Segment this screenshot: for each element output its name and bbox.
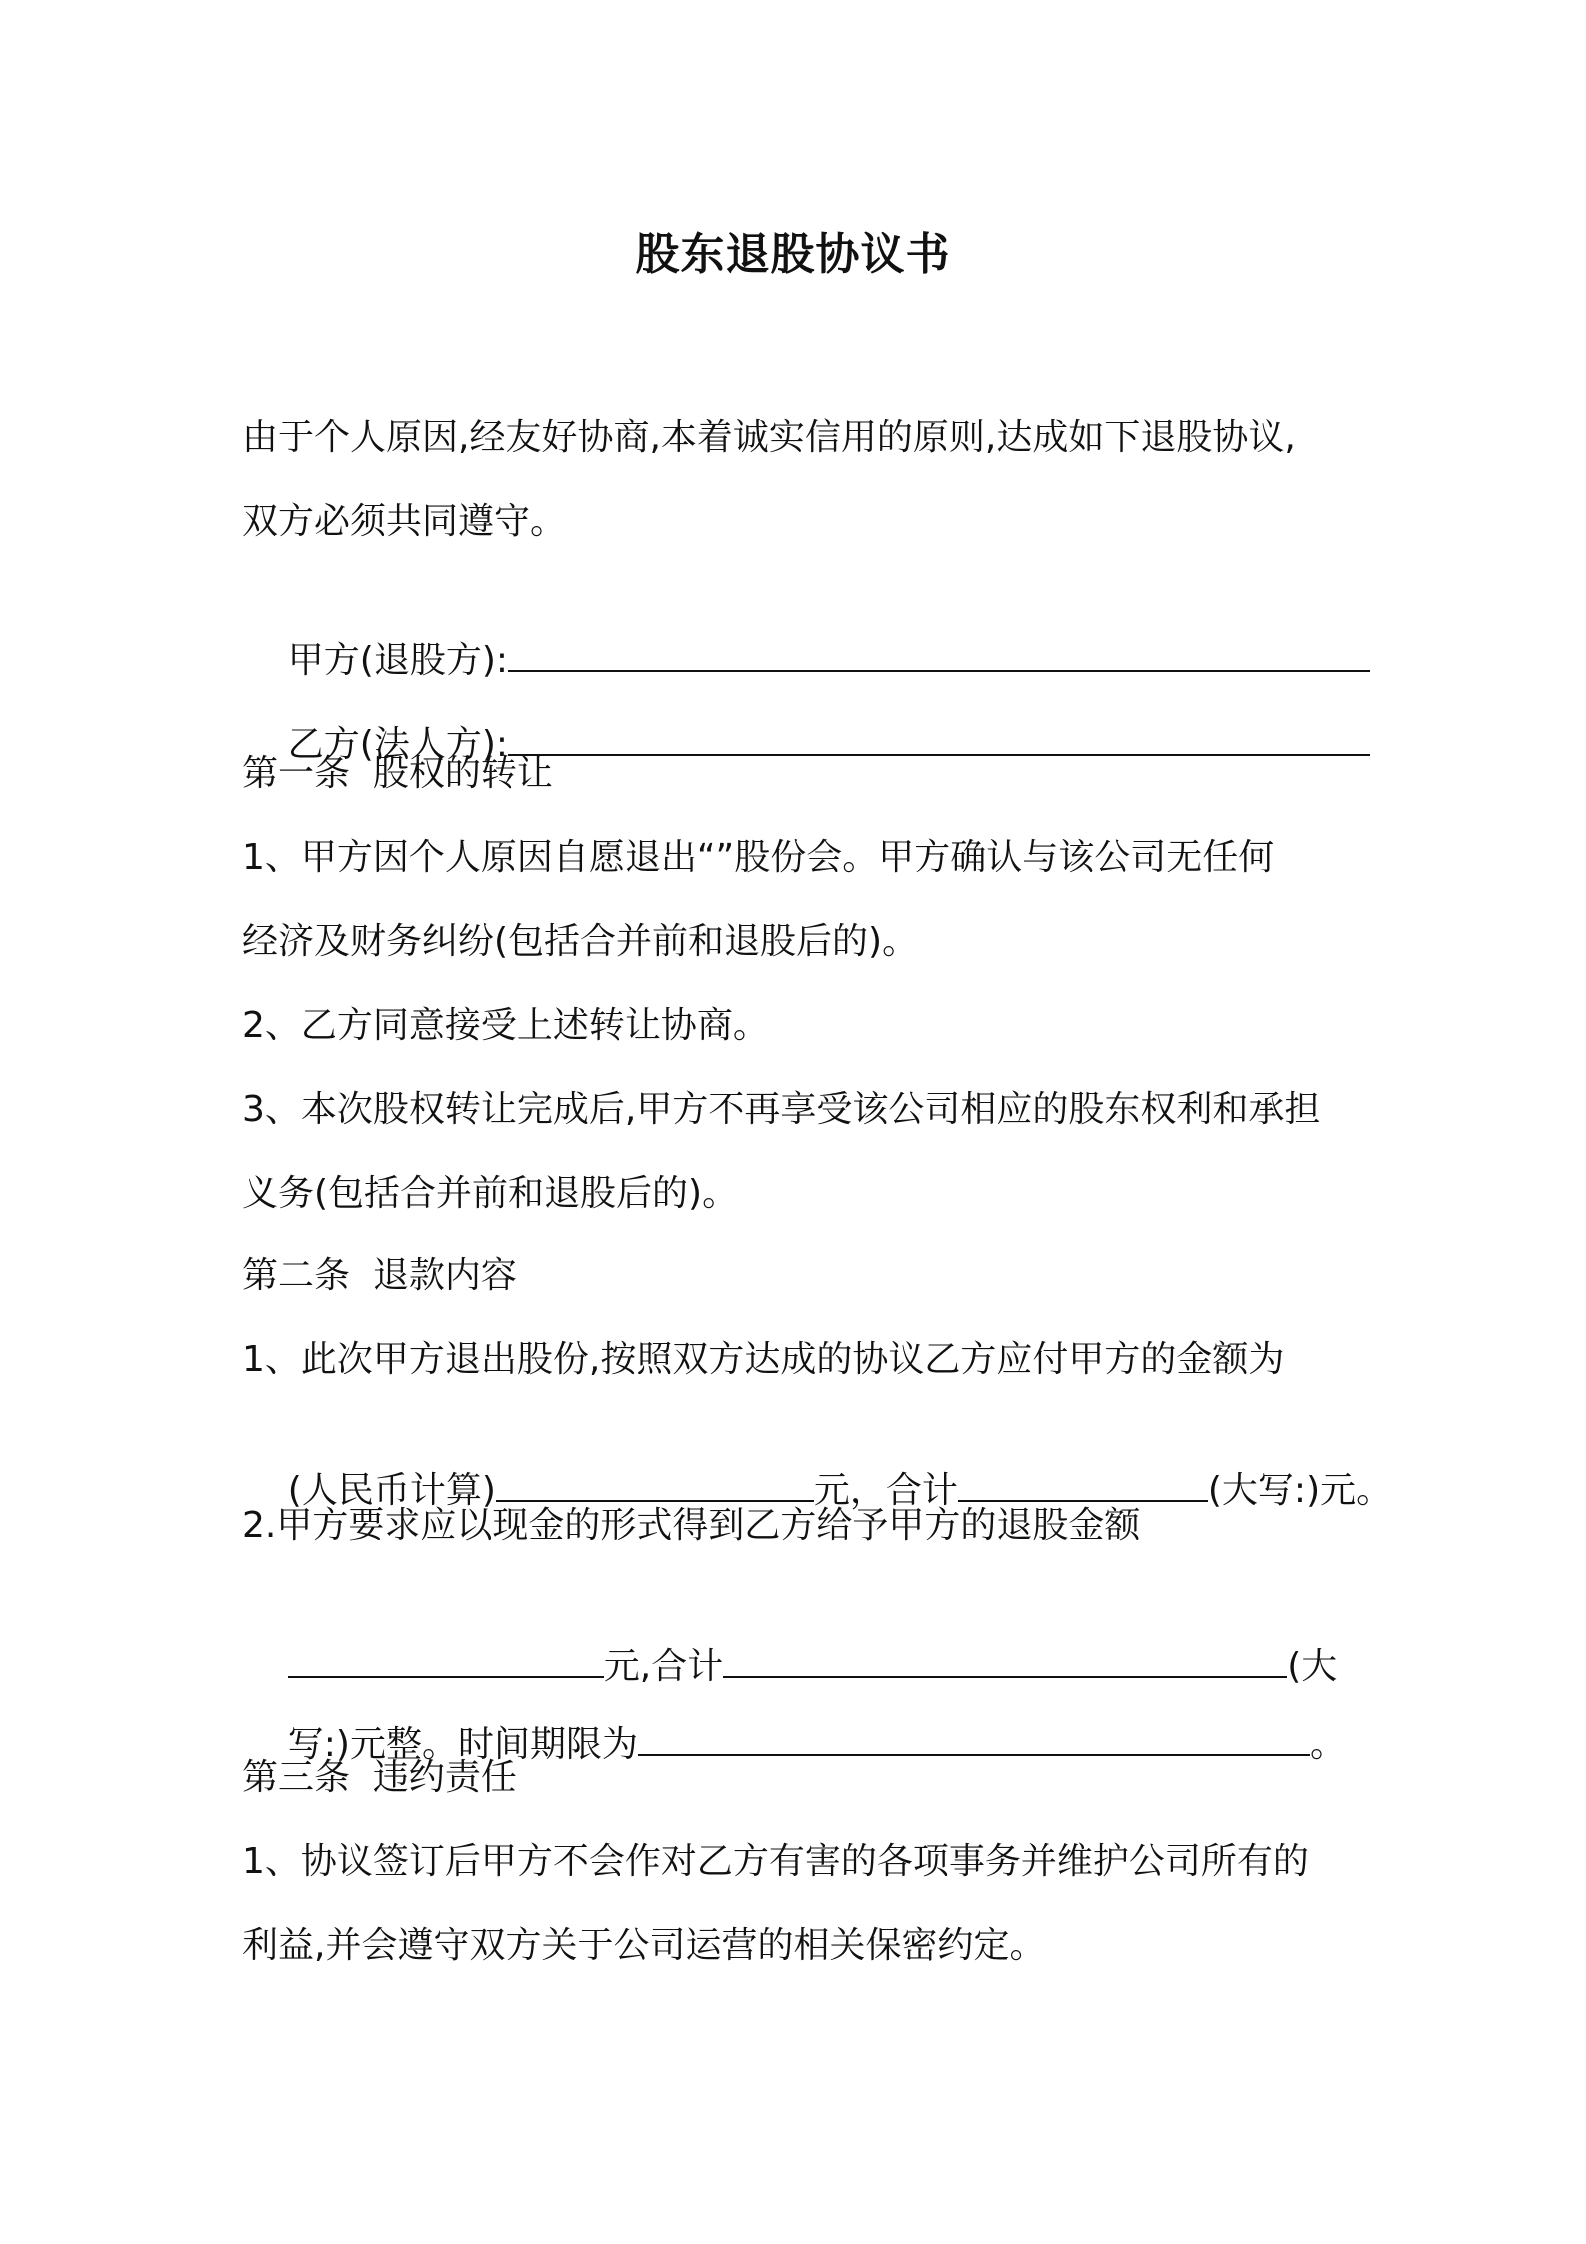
amount-blank[interactable]	[496, 1466, 814, 1502]
article2-heading: 第二条 退款内容	[242, 1255, 517, 1296]
party-a-label: 甲方(退股方):	[287, 640, 509, 681]
article1-item3-line2: 义务(包括合并前和退股后的)。	[242, 1173, 739, 1214]
total-blank[interactable]	[958, 1466, 1208, 1502]
end-period: 。	[1309, 1724, 1346, 1765]
article2-item1-line1: 1、此次甲方退出股份,按照双方达成的协议乙方应付甲方的金额为	[242, 1339, 1285, 1380]
party-b-blank[interactable]	[508, 720, 1370, 756]
article1-heading: 第一条 股权的转让	[242, 753, 553, 794]
rmb-label: (人民币计算)	[287, 1470, 496, 1511]
article1-item1-line1: 1、甲方因个人原因自愿退出“”股份会。甲方确认与该公司无任何	[242, 837, 1275, 878]
capital-deadline-label: 写:)元整。时间期限为	[287, 1724, 638, 1765]
document-title: 股东退股协议书	[635, 229, 951, 280]
article3-heading: 第三条 违约责任	[242, 1757, 517, 1798]
article2-item2-line1: 2.甲方要求应以现金的形式得到乙方给予甲方的退股金额	[242, 1505, 1141, 1546]
article1-item3-line1: 3、本次股权转让完成后,甲方不再享受该公司相应的股东权利和承担	[242, 1089, 1321, 1130]
article3-item1-line1: 1、协议签订后甲方不会作对乙方有害的各项事务并维护公司所有的	[242, 1841, 1309, 1882]
yuan-total-label-2: 元,合计	[603, 1646, 724, 1687]
article1-item2: 2、乙方同意接受上述转让协商。	[242, 1005, 769, 1046]
party-b-label: 乙方(法人方):	[287, 724, 509, 765]
article1-item1-line2: 经济及财务纠纷(包括合并前和退股后的)。	[242, 921, 919, 962]
capital-open-label: (大	[1287, 1646, 1338, 1687]
article3-item1-line2: 利益,并会遵守双方关于公司运营的相关保密约定。	[242, 1925, 1046, 1966]
deadline-blank[interactable]	[638, 1720, 1310, 1756]
intro-line-2: 双方必须共同遵守。	[242, 501, 567, 542]
capital-yuan-label: (大写:)元。	[1207, 1470, 1393, 1511]
party-a-blank[interactable]	[508, 636, 1370, 672]
intro-line-1: 由于个人原因,经友好协商,本着诚实信用的原则,达成如下退股协议,	[242, 417, 1296, 458]
yuan-total-label: 元，合计	[813, 1470, 958, 1511]
